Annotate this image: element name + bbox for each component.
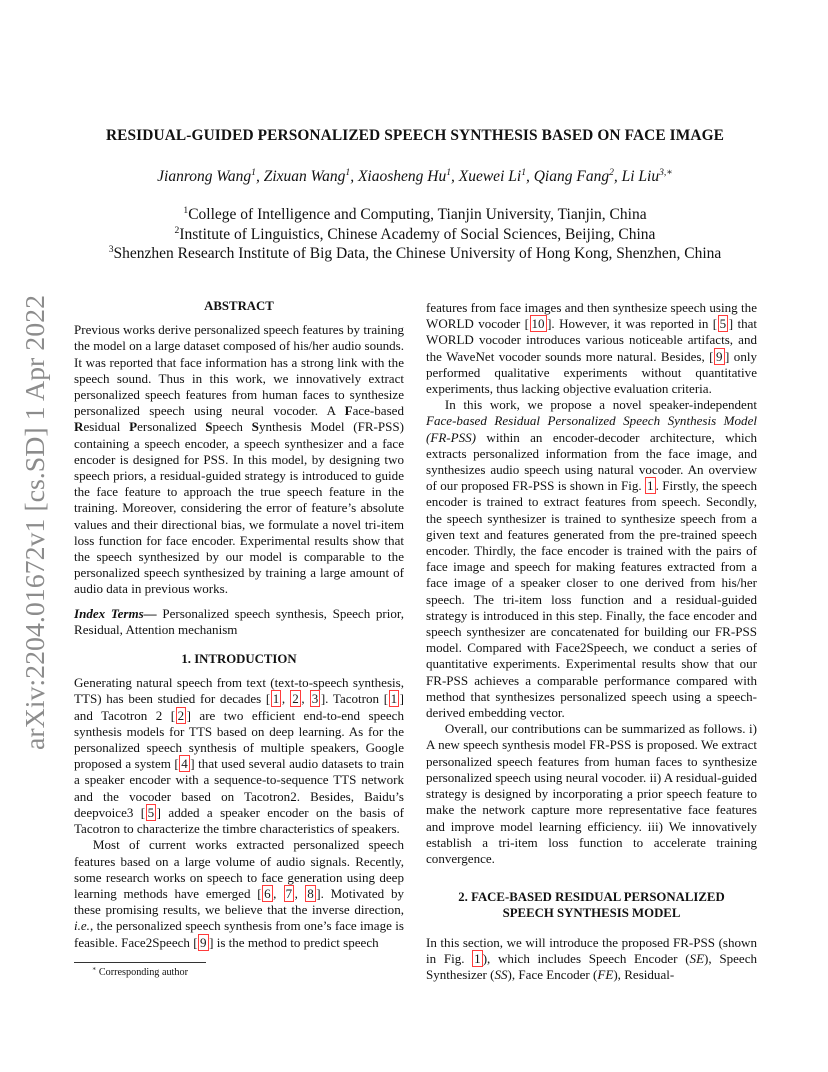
- paper-title: RESIDUAL-GUIDED PERSONALIZED SPEECH SYNTHESIS BASED ON FACE IMAGE: [105, 127, 725, 144]
- citation-link[interactable]: 8: [307, 885, 314, 901]
- citation-link[interactable]: 2: [177, 707, 185, 723]
- citation-link[interactable]: 6: [264, 885, 271, 901]
- footnote: ∗ Corresponding author: [92, 965, 188, 978]
- affiliation: $^3$Shenzhen Research Institute of Big Data, the Chinese University of Hong Kong, Shenzhen, China: [108, 243, 722, 262]
- right-paragraph-2: In this work, we propose a novel speaker-independent Face-based Residual Personalized Speech Synthesis Model (FR-PSS) within an encoder-decoder architecture, which extracts personalized information from the face image, and synthesizes audio speech using natural vocoder. An overview of our proposed FR-PSS is shown in Fig. 1 . Firstly, the speech encoder is trained to extract features from speech. Secondly, the speech synthesizer is trained to synthesize speech from a given text and features generated from the pre-trained speech encoder. Thirdly, the face encoder is trained with the pairs of face image and speech for making features extracted from a face image of a speaker closer to one derived from his/her speech. The tri-item loss function and a residual-guided strategy is introduced in this step. Finally, the face encoder and speech synthesizer are concatenated for building our FR-PSS model. Compared with Face2Speech, we conduct a series of quantitative experiments. Experimental results show that our FR-PSS achieves a comparable performance compared with method that synthesizes personalized speech using a speech-derived embedding vector.: [426, 397, 757, 721]
- citation-link[interactable]: 5: [147, 804, 155, 820]
- right-column: [426, 300, 757, 983]
- citation-link[interactable]: 3: [311, 691, 319, 707]
- contributions-paragraph: Overall, our contributions can be summarized as follows. i) A new speech synthesis model FR-PSS is proposed. We extract personalized speech features from human faces to synthesize personalized speech using neural vocoder. ii) A residual-guided strategy is designed by incorporating a prior speech feature to make the network capture more representative face features and improve model learning efficiency. iii) We innovatively establish a tri-item loss function to accelerate training convergence.: [426, 721, 757, 866]
- citation-link[interactable]: 7: [285, 885, 293, 901]
- author: Jianrong Wang$^1$,: [157, 166, 264, 185]
- abstract-paragraph: Previous works derive personalized speech features by training the model on a large dataset composed of his/her audio sounds. It was reported that face information has a strong link with the speech sound. Thus in this work, we innovatively extract personalized speech features from human faces to synthesize personalized speech using neural vocoder. A Face-based Residual Personalized Speech Synthesis Model (FR-PSS) containing a speech encoder, a speech synthesizer and a face encoder is designed for PSS. In this model, by designing two speech priors, a residual-guided strategy is introduced to guide the face feature to approach the true speech feature in the training. Moreover, considering the error of feature’s absolute values and their directional bias, we formulate a novel tri-item loss function for face encoder. Experimental results show that the speech synthesized by our model is comparable to the personalized speech synthesized by training a large amount of audio data in previous works.: [74, 322, 404, 597]
- left-column: [74, 298, 404, 951]
- author: Zixuan Wang$^1$,: [263, 166, 358, 185]
- index-terms: Index Terms— Personalized speech synthesis, Speech prior, Residual, Attention mechanism: [74, 605, 404, 637]
- figure-link[interactable]: 1: [647, 478, 654, 494]
- author: Li Liu$^{3,∗}$: [621, 166, 673, 185]
- intro-paragraph-1: Generating natural speech from text (text-to-speech synthesis, TTS) has been studied for decades [ 1 , 2 , 3 ]. Tacotron [ 1 ] and Tacotron 2 [ 2 ] are two efficient end-to-end speech synthesis models for TTS based on deep learning. As for the personalized speech synthesis of multiple speakers, Google proposed a system [ 4 ] that used several audio datasets to train a speaker encoder with a sequence-to-sequence TTS network and the vocoder based on Tacotron2. Besides, Baidu’s deepvoice3 [ 5 ] added a speaker encoder on the basis of Tacotron to characterize the timbre characteristics of speakers.: [74, 675, 405, 837]
- arxiv-stamp-text: arXiv:2204.01672v1 [cs.SD] 1 Apr 2022: [22, 309, 50, 750]
- figure-link[interactable]: 1: [474, 950, 481, 966]
- footnote-divider: [74, 962, 206, 963]
- intro-paragraph-2: Most of current works extracted personalized speech features based on a large volume of audio signals. Recently, some research works on speech to face generation using deep learning methods have emerged [ 6 , 7 , 8 ]. Motivated by these promising results, we believe that the inverse direction, i.e., the personalized speech synthesis from one’s face image is feasible. Face2Speech [ 9 ] is the method to predict speech: [74, 837, 404, 950]
- right-paragraph-1: features from face images and then synthesize speech using the WORLD vocoder [ 10 ]. However, it was reported in [ 5 ] that WORLD vocoder introduces various noticeable artifacts, and the WaveNet vocoder sounds more natural. Besides, [ 9 ] only performed qualitative experiments without quantitative experiments, thus lacking objective evaluation criteria.: [426, 300, 758, 397]
- citation-link[interactable]: 5: [719, 316, 727, 332]
- section-2-paragraph: In this section, we will introduce the proposed FR-PSS (shown in Fig. 1 ), which includes Speech Encoder (SE), Speech Synthesizer (SS), Face Encoder (FE), Residual-: [426, 934, 758, 982]
- arxiv-stamp-svg: [22, 295, 52, 755]
- citation-link[interactable]: 10: [531, 316, 545, 332]
- affiliation: $^1$College of Intelligence and Computing, Tianjin University, Tianjin, China: [183, 204, 647, 223]
- author: Qiang Fang$^2$,: [533, 166, 622, 185]
- citation-link[interactable]: 9: [200, 934, 207, 950]
- index-terms-label: Index Terms—: [74, 605, 157, 621]
- arxiv-identifier-stamp: [22, 295, 52, 755]
- affiliation-list: [70, 205, 760, 264]
- citation-link[interactable]: 2: [292, 691, 299, 707]
- abstract-heading: ABSTRACT: [204, 299, 274, 313]
- citation-link[interactable]: 9: [716, 348, 723, 364]
- author-list: [70, 168, 760, 186]
- introduction-heading: 1. INTRODUCTION: [181, 652, 297, 667]
- author: Xiaosheng Hu$^1$,: [357, 166, 459, 185]
- affiliation: $^2$Institute of Linguistics, Chinese Academy of Social Sciences, Beijing, China: [174, 224, 656, 243]
- citation-link[interactable]: 4: [181, 756, 188, 772]
- citation-link[interactable]: 1: [272, 691, 280, 707]
- author: Xuewei Li$^1$,: [458, 166, 534, 185]
- section-2-heading: 2. FACE-BASED RESIDUAL PERSONALIZED SPEECH SYNTHESIS MODEL: [458, 890, 725, 921]
- citation-link[interactable]: 1: [390, 691, 398, 707]
